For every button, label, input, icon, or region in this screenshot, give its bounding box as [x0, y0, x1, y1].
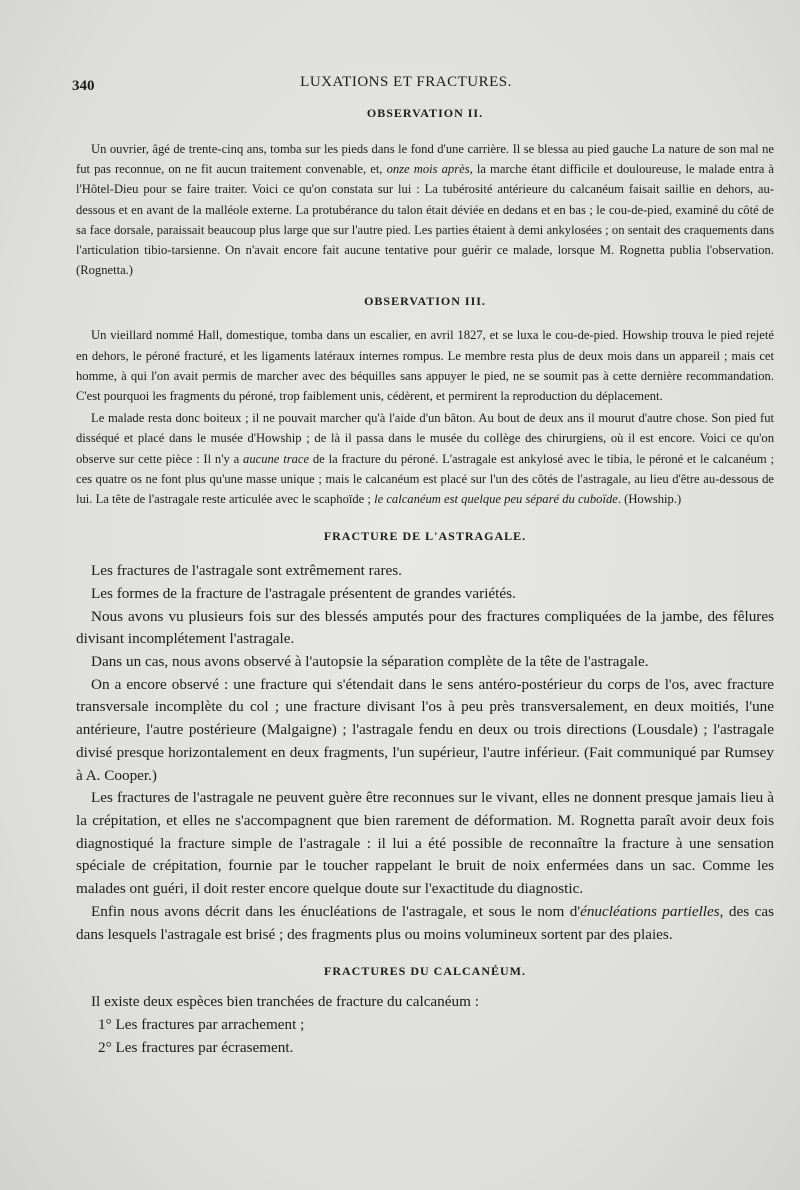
astragale-paragraph-7: Enfin nous avons décrit dans les énucléations de l'astragale, et sous le nom d'énucléations partielles, des cas dans lesquels l'astragale est brisé ; des fragments plus ou moins volumineux sortent par des plaies.	[76, 902, 774, 943]
astragale-paragraph-4: Dans un cas, nous avons observé à l'autopsie la séparation complète de la tête de l'astragale.	[91, 653, 649, 671]
observation-2-text: Un ouvrier, âgé de trente-cinq ans, tomba sur les pieds dans le fond d'une carrière. Il se blessa au pied gauche La nature de son mal ne fut pas reconnue, on ne fit aucun traitement convenable, et, onze mois après, la marche étant difficile et douloureuse, le malade entra à l'Hôtel-Dieu pour se faire traiter. Voici ce qu'on constata sur lui : La tubérosité antérieure du calcanéum faisait saillie en dehors, au-dessous et en avant de la malléole externe. La protubérance du talon était déviée en dedans et en bas ; le cou-de-pied, examiné du côté de sa face dorsale, paraissait beaucoup plus large que sur l'autre pied. Les parties étaient à demi ankylosées ; on sentait des craquements dans l'articulation tibio-tarsienne. On n'avait encore fait aucune tentative pour guérir ce malade, lorsque M. Rognetta publia l'observation. (Rognetta.)	[76, 142, 774, 278]
page-body	[76, 106, 774, 1059]
observation-3-heading: OBSERVATION III.	[364, 294, 486, 309]
observation-3-paragraph-1: Un vieillard nommé Hall, domestique, tomba dans un escalier, en avril 1827, et se luxa le cou-de-pied. Howship trouva le pied rejeté en dehors, le péroné fracturé, et les ligaments latéraux internes rompus. Le membre resta plus de deux mois dans un appareil ; mais cet homme, à qui l'on avait permis de marcher avec des béquilles sans appuyer le pied, ne se soumit pas à cette dernière recommandation. C'est pourquoi les fragments du péroné, trop faiblement unis, cédèrent, et permirent la reproduction du déplacement.	[76, 328, 774, 404]
calcaneum-list-item-2: 2° Les fractures par écrasement.	[98, 1038, 294, 1056]
astragale-paragraph-3: Nous avons vu plusieurs fois sur des blessés amputés pour des fractures compliquées de la jambe, des fêlures divisant incomplétement l'astragale.	[76, 607, 774, 648]
astragale-paragraph-1: Les fractures de l'astragale sont extrêmement rares.	[91, 562, 402, 580]
astragale-heading: FRACTURE DE L'ASTRAGALE.	[323, 529, 527, 544]
calcaneum-heading: FRACTURES DU CALCANÉUM.	[323, 964, 526, 979]
astragale-paragraph-2: Les formes de la fracture de l'astragale présentent de grandes variétés.	[91, 584, 516, 602]
page-header	[72, 74, 740, 98]
observation-3-paragraph-2: Le malade resta donc boiteux ; il ne pouvait marcher qu'à l'aide d'un bâton. Au bout de deux ans il mourut d'autre chose. Son pied fut disséqué et placé dans le musée d'Howship ; de là il passa dans le musée du collège des chirurgiens, où il est encore. Voici ce qu'on observe sur cette pièce : Il n'y a aucune trace de la fracture du péroné. L'astragale est ankylosé avec le tibia, le péroné et le calcanéum ; ces quatre os ne font plus qu'une masse unique ; mais le calcanéum est placé sur l'un des côtés de l'astragale, au lieu d'être au-dessous de lui. La tête de l'astragale reste articulée avec le scaphoïde ; le calcanéum est quelque peu séparé du cuboïde. (Howship.)	[76, 411, 774, 507]
observation-2-heading: OBSERVATION II.	[366, 106, 484, 120]
page-number: 340	[72, 78, 95, 94]
astragale-paragraph-5: On a encore observé : une fracture qui s'étendait dans le sens antéro-postérieur du corps de l'os, avec fracture transversale incomplète du col ; une fracture divisant l'os à peu près transversalement, en deux moitiés, l'une antérieure, l'autre postérieure (Malgaigne) ; l'astragale fendu en deux ou trois directions (Lousdale) ; l'astragale divisé presque horizontalement en deux fragments, l'un supérieur, l'autre inférieur. (Fait communiqué par Rumsey à A. Cooper.)	[76, 675, 774, 784]
running-title: LUXATIONS ET FRACTURES.	[300, 74, 512, 90]
calcaneum-list-item-1: 1° Les fractures par arrachement ;	[98, 1015, 305, 1033]
calcaneum-intro: Il existe deux espèces bien tranchées de fracture du calcanéum :	[91, 993, 479, 1011]
astragale-paragraph-6: Les fractures de l'astragale ne peuvent guère être reconnues sur le vivant, elles ne donnent presque jamais lieu à la crépitation, et elles ne s'accompagnent que bien rarement de déformation. M. Rognetta paraît avoir deux fois diagnostiqué la fracture simple de l'astragale : il lui a été possible de reconnaître la fracture à une sensation spéciale de crépitation, fournie par le toucher rappelant le bruit de noix enfermées dans un sac. Comme les malades ont guéri, il doit rester encore quelque doute sur l'exactitude du diagnostic.	[76, 789, 774, 898]
